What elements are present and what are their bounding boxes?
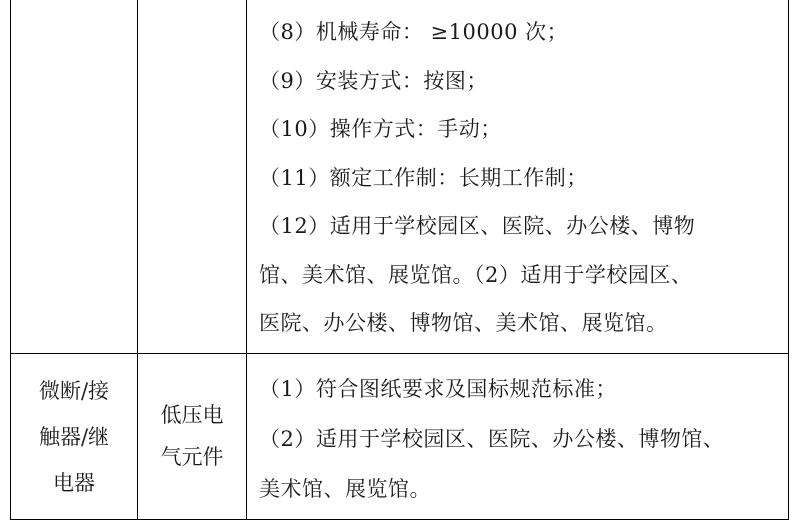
table-row — [11, 0, 789, 353]
requirement-line: 馆、美术馆、展览馆。（2）适用于学校园区、 — [259, 262, 693, 287]
requirement-line: （8）机械寿命： ≥10000 次； — [259, 20, 569, 44]
type-cell — [138, 0, 247, 353]
requirement-line: （12）适用于学校园区、医院、办公楼、博物 — [259, 214, 696, 238]
category-cell — [11, 353, 138, 519]
category-line: 微断/接 — [38, 379, 110, 404]
requirement-line: （1）符合图纸要求及国标规范标准； — [259, 376, 617, 401]
type-line: 气元件 — [160, 445, 224, 470]
requirement-line: 医院、办公楼、博物馆、美术馆、展览馆。 — [259, 311, 668, 335]
category-cell — [11, 0, 138, 353]
spec-table — [10, 0, 789, 520]
category-line: 触器/继 — [38, 425, 110, 450]
requirements-cell — [247, 0, 789, 353]
table-row — [11, 353, 789, 519]
type-line: 低压电 — [160, 403, 224, 428]
requirement-line: （9）安装方式：按图； — [259, 68, 488, 93]
requirement-line: 美术馆、展览馆。 — [259, 476, 431, 501]
requirements-cell — [247, 353, 789, 519]
requirement-line: （10）操作方式：手动； — [259, 117, 502, 141]
requirement-line: （2）适用于学校园区、医院、办公楼、博物馆、 — [259, 426, 725, 451]
type-cell — [138, 353, 247, 519]
category-line: 电器 — [53, 471, 95, 496]
requirement-line: （11）额定工作制：长期工作制； — [259, 165, 588, 190]
